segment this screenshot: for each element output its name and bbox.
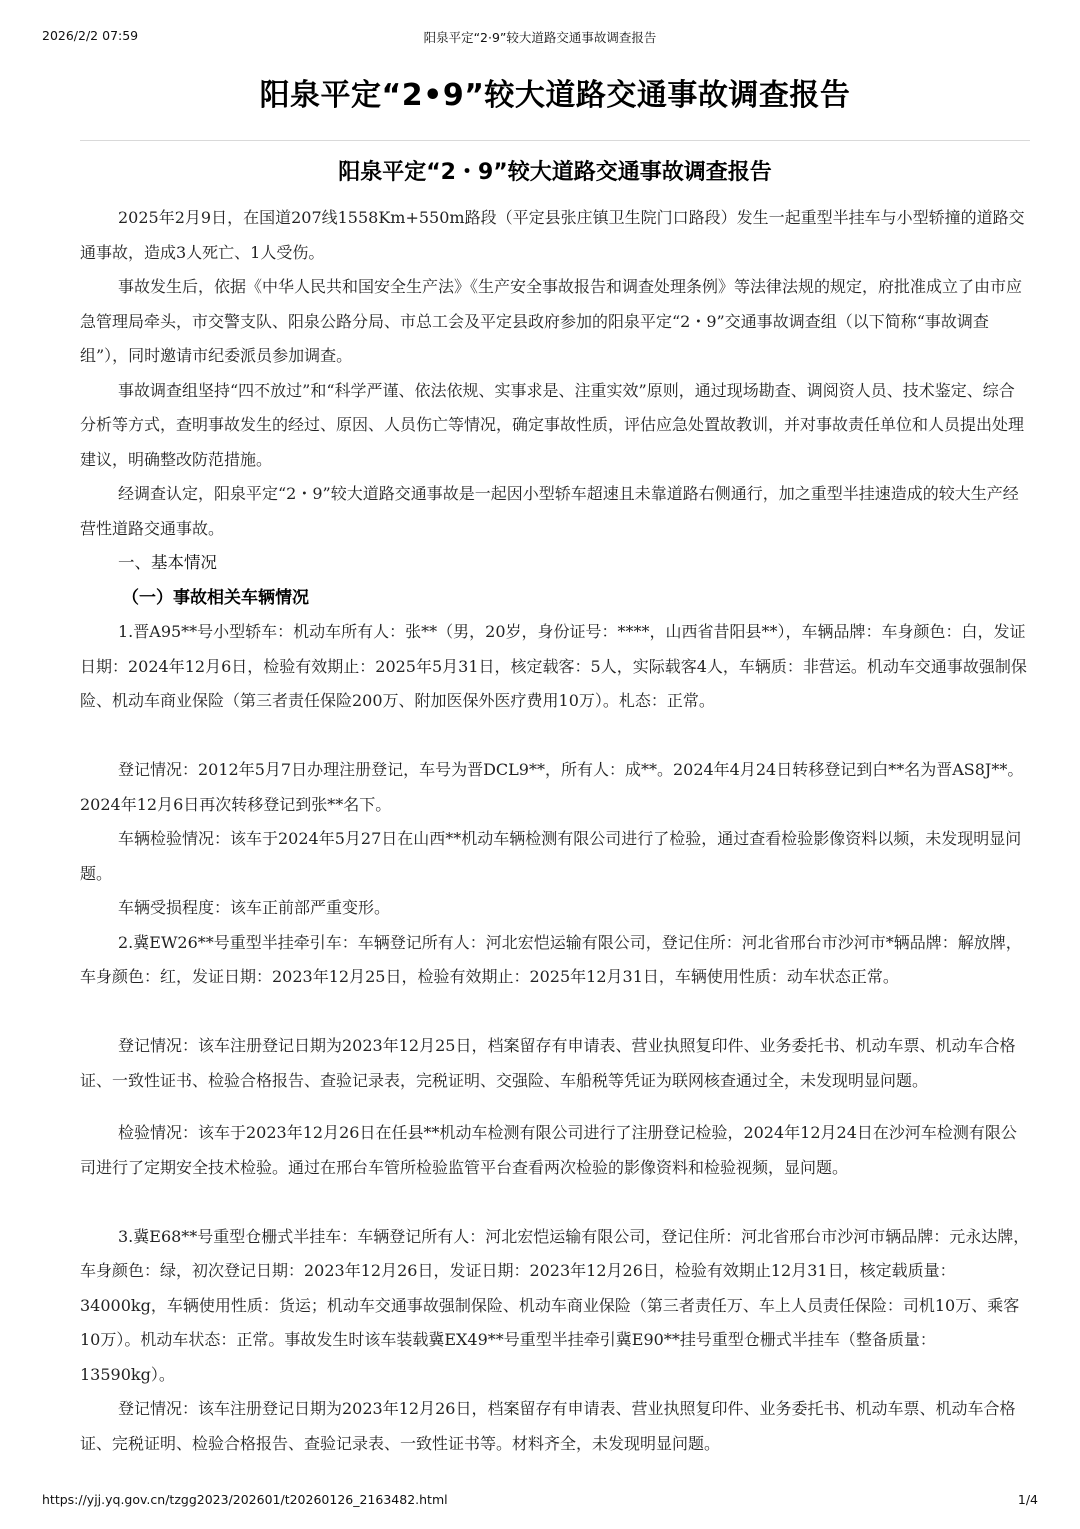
paragraph: 经调查认定，阳泉平定“2・9”较大道路交通事故是一起因小型轿车超速且未靠道路右侧通行，加之重型半挂速造成的较大生产经营性道路交通事故。 — [80, 484, 1019, 538]
paragraph: 登记情况：该车注册登记日期为2023年12月25日，档案留存有申请表、营业执照复印件、业务委托书、机动车票、机动车合格证、一致性证书、检验合格报告、查验记录表，完税证明、交强险、车船税等凭证为联网核查通过全，未发现明显问题。 — [80, 1036, 1016, 1090]
print-url: https://yjj.yq.gov.cn/tzgg2023/202601/t20260126_2163482.html — [42, 1492, 448, 1507]
subsection-heading: （一）事故相关车辆情况 — [122, 587, 309, 608]
article-body — [80, 201, 1030, 1116]
paragraph: 登记情况：2012年5月7日办理注册登记，车号为晋DCL9**，所有人：成**。2024年4月24日转移登记到白**名为晋AS8J**。2024年12月6日再次转移登记到张**名下。 — [80, 760, 1024, 814]
section-heading: 一、基本情况 — [118, 553, 217, 572]
paragraph: 事故发生后，依据《中华人民共和国安全生产法》《生产安全事故报告和调查处理条例》等法律法规的规定，府批准成立了由市应急管理局牵头，市交警支队、阳泉公路分局、市总工会及平定县政府参加的阳泉平定“2・9”交通事故调查组（以下简称“事故调查组”），同时邀请市纪委派员参加调查。 — [80, 277, 1023, 365]
print-header — [0, 28, 1080, 48]
page-number: 1/4 — [1017, 1492, 1038, 1507]
paragraph: 登记情况：该车注册登记日期为2023年12月26日，档案留存有申请表、营业执照复印件、业务委托书、机动车票、机动车合格证、完税证明、检验合格报告、查验记录表、一致性证书等。材料齐全，未发现明显问题。 — [80, 1399, 1016, 1453]
paragraph: 车辆受损程度：该车正前部严重变形。 — [118, 898, 391, 917]
paragraph: 3.冀E68**号重型仓栅式半挂车：车辆登记所有人：河北宏恺运输有限公司，登记住所：河北省邢台市沙河市辆品牌：元永达牌，车身颜色：绿，初次登记日期：2023年12月26日，发证日期：2023年12月26日，检验有效期止12月31日，核定载质量：34000kg，车辆使用性质：货运；机动车交通事故强制保险、机动车商业保险（第三者责任万、车上人员责任保险：司机10万、乘客10万）。机动车状态：正常。事故发生时该车装载冀EX49**号重型半挂牵引冀E90**挂号重型仓栅式半挂车（整备质量：13590kg）。 — [80, 1226, 1030, 1384]
article-body-continued — [80, 1116, 1030, 1491]
print-datetime: 2026/2/2 07:59 — [42, 28, 139, 43]
print-page-title: 阳泉平定“2·9”较大道路交通事故调查报告 — [423, 30, 657, 45]
paragraph: 2025年2月9日，在国道207线1558Km+550m路段（平定县张庄镇卫生院门口路段）发生一起重型半挂车与小型轿撞的道路交通事故，造成3人死亡、1人受伤。 — [80, 208, 1025, 262]
article-title: 阳泉平定“2・9”较大道路交通事故调查报告 — [338, 160, 772, 185]
paragraph: 2.冀EW26**号重型半挂牵引车：车辆登记所有人：河北宏恺运输有限公司，登记住所：河北省邢台市沙河市*辆品牌：解放牌，车身颜色：红，发证日期：2023年12月25日，检验有效期止：2025年12月31日，车辆使用性质：动车状态正常。 — [80, 932, 1022, 986]
title-divider — [80, 140, 1030, 141]
page-title: 阳泉平定“2•9”较大道路交通事故调查报告 — [259, 78, 851, 113]
print-footer — [0, 1492, 1080, 1512]
paragraph: 车辆检验情况：该车于2024年5月27日在山西**机动车辆检测有限公司进行了检验，通过查看检验影像资料以频，未发现明显问题。 — [80, 829, 1022, 883]
paragraph: 1.晋A95**号小型轿车：机动车所有人：张**（男，20岁，身份证号：****，山西省昔阳县**），车辆品牌：车身颜色：白，发证日期：2024年12月6日，检验有效期止：2025年5月31日，核定载客：5人，实际载客4人，车辆质：非营运。机动车交通事故强制保险、机动车商业保险（第三者责任保险200万、附加医保外医疗费用10万）。札态：正常。 — [80, 622, 1027, 710]
paragraph: 事故调查组坚持“四不放过”和“科学严谨、依法依规、实事求是、注重实效”原则，通过现场勘查、调阅资人员、技术鉴定、综合分析等方式，查明事故发生的经过、原因、人员伤亡等情况，确定事故性质，评估应急处置故教训，并对事故责任单位和人员提出处理建议，明确整改防范措施。 — [80, 380, 1025, 469]
paragraph: 检验情况：该车于2023年12月26日在任县**机动车检测有限公司进行了注册登记检验，2024年12月24日在沙河车检测有限公司进行了定期安全技术检验。通过在邢台车管所检验监管平台查看两次检验的影像资料和检验视频，显问题。 — [80, 1123, 1017, 1177]
